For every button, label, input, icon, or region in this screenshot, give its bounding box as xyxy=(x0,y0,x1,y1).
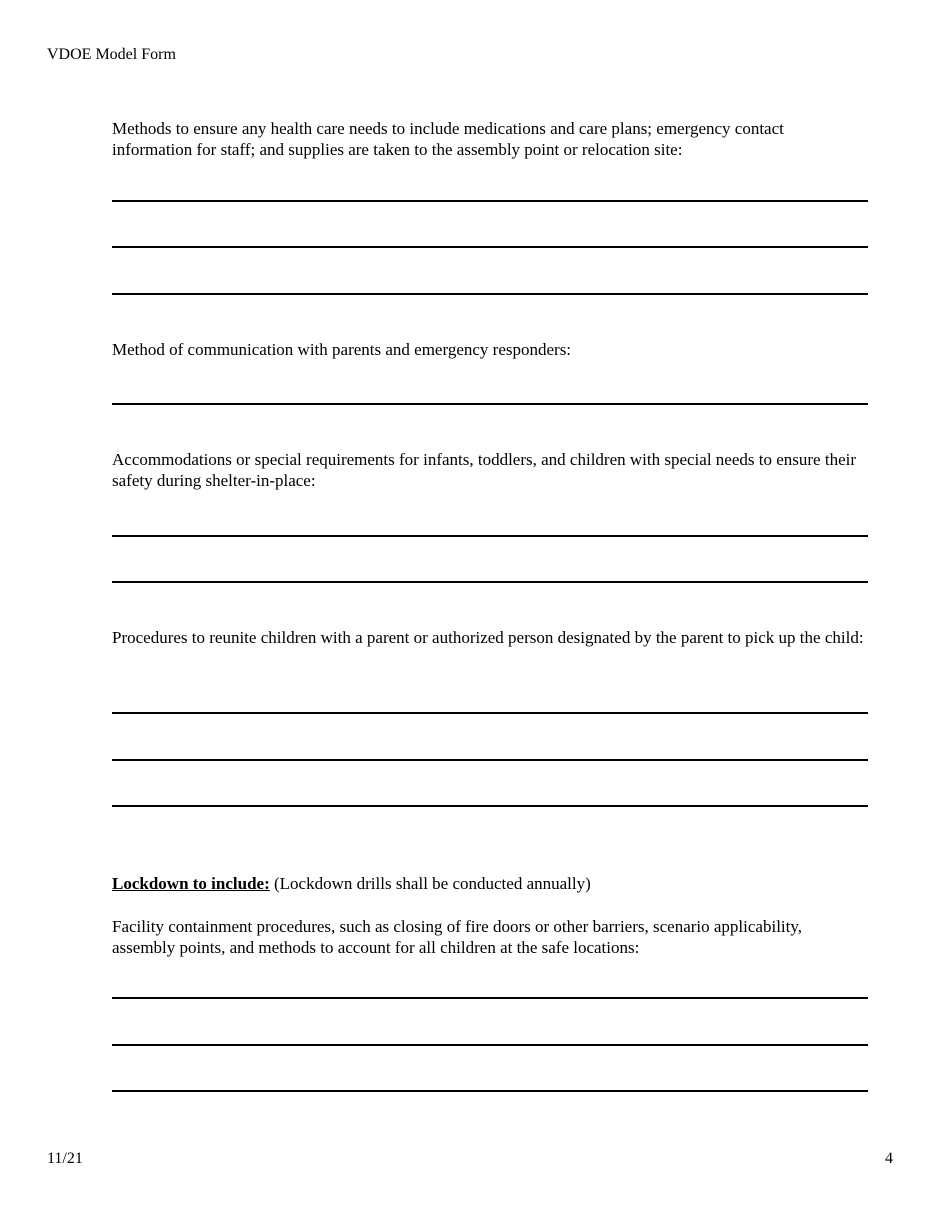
lockdown-drill-note: (Lockdown drills shall be conducted annually) xyxy=(269,874,591,893)
health-care-prompt: Methods to ensure any health care needs to include medications and care plans; emergency contact information for staff; and supplies are taken to the assembly point or relocation site: xyxy=(112,119,784,159)
lockdown-section-heading xyxy=(112,873,591,894)
footer-page-number: 4 xyxy=(885,1150,893,1167)
accommodations-prompt: Accommodations or special requirements for infants, toddlers, and children with special needs to ensure their safety during shelter-in-place: xyxy=(112,450,856,490)
form-header-title: VDOE Model Form xyxy=(47,46,176,63)
containment-prompt: Facility containment procedures, such as closing of fire doors or other barriers, scenario applicability, assembly points, and methods to account for all children at the safe locations: xyxy=(112,917,803,957)
footer-date: 11/21 xyxy=(47,1150,83,1167)
reunite-answer-line-3[interactable] xyxy=(112,805,868,807)
communication-prompt: Method of communication with parents and emergency responders: xyxy=(112,340,572,359)
accommodations-answer-line-2[interactable] xyxy=(112,581,868,583)
health-care-answer-line-2[interactable] xyxy=(112,246,868,248)
accommodations-answer-line-1[interactable] xyxy=(112,535,868,537)
reunite-answer-line-1[interactable] xyxy=(112,712,868,714)
containment-answer-line-3[interactable] xyxy=(112,1090,868,1092)
reunite-answer-line-2[interactable] xyxy=(112,759,868,761)
health-care-answer-line-1[interactable] xyxy=(112,200,868,202)
communication-answer-line-1[interactable] xyxy=(112,403,868,405)
health-care-answer-line-3[interactable] xyxy=(112,293,868,295)
reunite-prompt: Procedures to reunite children with a parent or authorized person designated by the parent to pick up the child: xyxy=(112,628,864,647)
containment-answer-line-1[interactable] xyxy=(112,997,868,999)
lockdown-heading-label: Lockdown to include: xyxy=(112,874,270,893)
containment-answer-line-2[interactable] xyxy=(112,1044,868,1046)
